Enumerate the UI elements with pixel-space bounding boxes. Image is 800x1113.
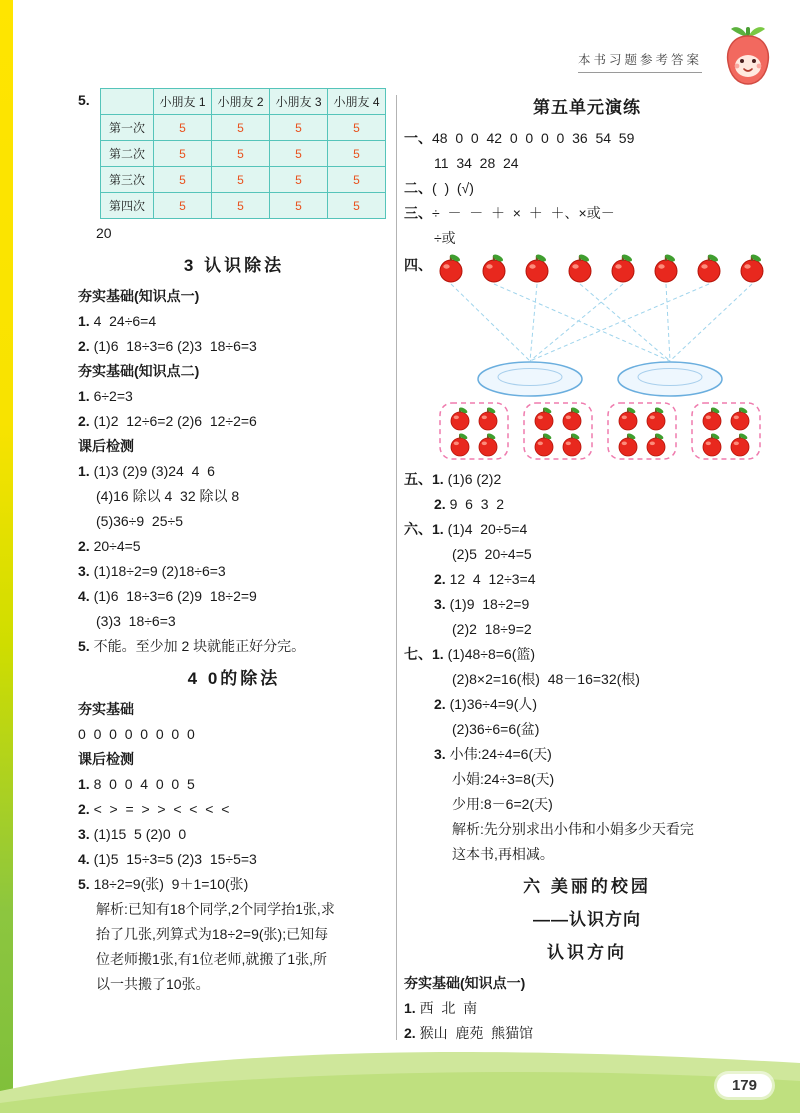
apple-group-box bbox=[440, 403, 508, 459]
section-heading: 3 认识除法 bbox=[183, 256, 285, 275]
table-value-cell: 5 bbox=[270, 141, 328, 167]
apple-icon bbox=[619, 432, 637, 456]
answer-line bbox=[78, 772, 390, 797]
answer-line bbox=[78, 409, 390, 434]
answer-text: 这本书,再相减。 bbox=[452, 846, 554, 862]
answer-text: 夯实基础(知识点一) bbox=[404, 975, 526, 991]
item-number: 2. bbox=[78, 413, 90, 429]
table-header-cell: 小朋友 2 bbox=[212, 89, 270, 115]
item-number: 1. bbox=[78, 776, 90, 792]
item-number: 3. bbox=[78, 826, 90, 842]
item-number: 3. bbox=[78, 563, 90, 579]
edge-bar bbox=[0, 0, 13, 1113]
section-heading: 认识方向 bbox=[547, 943, 627, 962]
answer-line bbox=[78, 634, 390, 659]
plate-icon bbox=[478, 362, 582, 396]
table-value-cell: 5 bbox=[212, 141, 270, 167]
answer-text: 西 北 南 bbox=[415, 1000, 478, 1016]
apple-group-box bbox=[524, 403, 592, 459]
left-column bbox=[78, 88, 390, 1046]
answer-text: 小伟:24÷4=6(天) bbox=[445, 746, 552, 762]
answer-line bbox=[78, 972, 390, 997]
answer-line bbox=[78, 922, 390, 947]
apples-row bbox=[440, 253, 763, 282]
item-number: 5. bbox=[78, 638, 90, 654]
answer-line bbox=[78, 609, 390, 634]
answer-line bbox=[404, 592, 770, 617]
table-value-cell: 5 bbox=[154, 115, 212, 141]
table-value-cell: 5 bbox=[328, 115, 386, 141]
table-value-cell: 5 bbox=[154, 193, 212, 219]
answer-text: (1)5 15÷3=5 (2)3 15÷5=3 bbox=[89, 851, 257, 867]
answer-line bbox=[404, 767, 770, 792]
answer-text: ÷或 bbox=[434, 230, 456, 246]
answer-text: 夯实基础(知识点二) bbox=[78, 363, 200, 379]
table-value-cell: 5 bbox=[212, 167, 270, 193]
item-number: 1. bbox=[78, 463, 90, 479]
item-number: 三、 bbox=[404, 205, 432, 221]
answer-line bbox=[404, 567, 770, 592]
answer-text: (1)3 (2)9 (3)24 4 6 bbox=[89, 463, 215, 479]
table-header-cell: 小朋友 3 bbox=[270, 89, 328, 115]
answer-text: 猴山 鹿苑 熊猫馆 bbox=[415, 1025, 534, 1041]
answer-text: 0 0 0 0 0 0 0 0 bbox=[78, 726, 195, 742]
answer-line bbox=[78, 509, 390, 534]
right-column bbox=[404, 88, 770, 1046]
item-number: 2. bbox=[434, 571, 446, 587]
answer-text: 6÷2=3 bbox=[89, 388, 133, 404]
answer-line bbox=[404, 151, 770, 176]
answer-line bbox=[78, 822, 390, 847]
table-header-row bbox=[101, 89, 386, 115]
answer-text: (2)8×2=16(根) 48－16=32(根) bbox=[452, 671, 640, 687]
item-number: 4. bbox=[78, 588, 90, 604]
mascot-icon bbox=[720, 24, 776, 88]
answer-text: (4)16 除以 4 32 除以 8 bbox=[96, 488, 240, 504]
answer-line bbox=[78, 897, 390, 922]
apple-icon bbox=[698, 253, 720, 282]
table-row-label: 第三次 bbox=[101, 167, 154, 193]
section-subheading: ——认识方向 bbox=[533, 910, 641, 929]
answer-line bbox=[78, 697, 390, 722]
share-lines bbox=[451, 284, 752, 361]
content-columns bbox=[78, 88, 770, 1046]
item-number: 一、 bbox=[404, 130, 432, 146]
answer-text: 夯实基础 bbox=[78, 701, 134, 717]
answer-text: 12 4 12÷3=4 bbox=[445, 571, 536, 587]
answer-line bbox=[78, 747, 390, 772]
answer-line bbox=[78, 221, 390, 246]
scores-table bbox=[100, 88, 386, 219]
answer-text: 11 34 28 24 bbox=[434, 155, 519, 171]
item-number: 2. bbox=[78, 338, 90, 354]
table-value-cell: 5 bbox=[270, 167, 328, 193]
table-header-cell: 小朋友 1 bbox=[154, 89, 212, 115]
item-number: 2. bbox=[404, 1025, 416, 1041]
apple-icon bbox=[569, 253, 591, 282]
answer-line bbox=[404, 792, 770, 817]
answer-line bbox=[404, 126, 770, 151]
apple-icon bbox=[563, 432, 581, 456]
answer-line bbox=[404, 642, 770, 667]
apple-group-box bbox=[692, 403, 760, 459]
answer-line bbox=[404, 226, 770, 251]
answer-text: ÷ － － ＋ × ＋ ＋、×或－ bbox=[432, 205, 615, 221]
answer-text: 18÷2=9(张) 9＋1=10(张) bbox=[89, 876, 249, 892]
answer-line bbox=[404, 842, 770, 867]
item-number: 2. bbox=[434, 496, 446, 512]
item-number: 二、 bbox=[404, 180, 432, 196]
answer-line bbox=[78, 384, 390, 409]
table-value-cell: 5 bbox=[328, 167, 386, 193]
answer-text: 48 0 0 42 0 0 0 0 36 54 59 bbox=[432, 130, 635, 146]
apple-icon bbox=[703, 406, 721, 430]
answer-line bbox=[78, 797, 390, 822]
answer-text: 课后检测 bbox=[78, 438, 134, 454]
answer-text: 解析:先分别求出小伟和小娟多少天看完 bbox=[452, 821, 694, 837]
table-row bbox=[101, 167, 386, 193]
table-value-cell: 5 bbox=[328, 141, 386, 167]
table-row-label: 第一次 bbox=[101, 115, 154, 141]
answer-line bbox=[78, 559, 390, 584]
item-number: 七、1. bbox=[404, 646, 444, 662]
answer-text: (1)9 18÷2=9 bbox=[445, 596, 530, 612]
item-number: 2. bbox=[78, 538, 90, 554]
table-corner-cell bbox=[101, 89, 154, 115]
answer-text: 20÷4=5 bbox=[89, 538, 141, 554]
apple-icon bbox=[655, 253, 677, 282]
answer-line bbox=[78, 584, 390, 609]
answer-line bbox=[78, 359, 390, 384]
answer-line bbox=[404, 617, 770, 642]
apple-icon bbox=[535, 432, 553, 456]
answer-text: (1)18÷2=9 (2)18÷6=3 bbox=[89, 563, 226, 579]
answer-text: (1)6 18÷3=6 (2)9 18÷2=9 bbox=[89, 588, 257, 604]
answer-text: (1)2 12÷6=2 (2)6 12÷2=6 bbox=[89, 413, 257, 429]
answer-line bbox=[404, 667, 770, 692]
answer-line bbox=[78, 872, 390, 897]
answer-text: 抬了几张,列算式为18÷2=9(张);已知每 bbox=[96, 926, 329, 942]
answer-text: (3)3 18÷6=3 bbox=[96, 613, 176, 629]
answer-text: 不能。至少加 2 块就能正好分完。 bbox=[89, 638, 306, 654]
table-value-cell: 5 bbox=[270, 193, 328, 219]
answer-text: 8 0 0 4 0 0 5 bbox=[89, 776, 195, 792]
item5-table-block bbox=[78, 88, 390, 219]
answer-line bbox=[404, 176, 770, 201]
answer-text: 以一共搬了10张。 bbox=[96, 976, 210, 992]
answer-line bbox=[78, 722, 390, 747]
answer-line bbox=[78, 434, 390, 459]
apple-icon bbox=[563, 406, 581, 430]
answer-line bbox=[78, 334, 390, 359]
apple-icon bbox=[741, 253, 763, 282]
apple-icon bbox=[612, 253, 634, 282]
answer-text: (2)5 20÷4=5 bbox=[452, 546, 532, 562]
table-row-label: 第二次 bbox=[101, 141, 154, 167]
item-number: 5. bbox=[78, 92, 90, 108]
plate-icon bbox=[618, 362, 722, 396]
answer-text: (1)36÷4=9(人) bbox=[445, 696, 538, 712]
answer-line bbox=[404, 201, 770, 226]
item-number: 5. bbox=[78, 876, 90, 892]
answer-text: 夯实基础(知识点一) bbox=[78, 288, 200, 304]
answer-text: 小娟:24÷3=8(天) bbox=[452, 771, 555, 787]
answer-line bbox=[78, 309, 390, 334]
answer-text: < > = > > < < < < bbox=[89, 801, 230, 817]
item-number: 2. bbox=[434, 696, 446, 712]
answer-text: (2)2 18÷9=2 bbox=[452, 621, 532, 637]
item-number: 六、1. bbox=[404, 521, 444, 537]
apple-icon bbox=[526, 253, 548, 282]
table-value-cell: 5 bbox=[328, 193, 386, 219]
item-number: 4. bbox=[78, 851, 90, 867]
answer-text: (1)4 20÷5=4 bbox=[443, 521, 528, 537]
answer-text: ( ) (√) bbox=[432, 180, 474, 196]
answer-text: (1)15 5 (2)0 0 bbox=[89, 826, 187, 842]
apple-division-figure-block bbox=[404, 253, 770, 463]
table-row-label: 第四次 bbox=[101, 193, 154, 219]
answer-line bbox=[78, 284, 390, 309]
section-heading: 第五单元演练 bbox=[533, 98, 641, 117]
table-row bbox=[101, 115, 386, 141]
answer-line bbox=[78, 484, 390, 509]
apple-group-box bbox=[608, 403, 676, 459]
answer-text: 少用:8－6=2(天) bbox=[452, 796, 553, 812]
table-value-cell: 5 bbox=[154, 141, 212, 167]
item-number: 3. bbox=[434, 746, 446, 762]
item-number: 1. bbox=[78, 388, 90, 404]
apple-icon bbox=[731, 432, 749, 456]
item-number: 1. bbox=[78, 313, 90, 329]
item-number: 1. bbox=[404, 1000, 416, 1016]
answer-text: 解析:已知有18个同学,2个同学抬1张,求 bbox=[96, 901, 335, 917]
answer-line bbox=[404, 517, 770, 542]
apple-icon bbox=[483, 253, 505, 282]
answer-text: 20 bbox=[96, 225, 112, 241]
answer-line bbox=[404, 742, 770, 767]
table-value-cell: 5 bbox=[154, 167, 212, 193]
answer-line bbox=[404, 467, 770, 492]
answer-line bbox=[78, 847, 390, 872]
apple-icon bbox=[440, 253, 462, 282]
section-heading: 4 0的除法 bbox=[187, 669, 281, 688]
answer-text: 9 6 3 2 bbox=[445, 496, 505, 512]
page-header-label: 本书习题参考答案 bbox=[578, 50, 702, 73]
answer-text: 位老师搬1张,有1位老师,就搬了1张,所 bbox=[96, 951, 328, 967]
answer-text: (1)48÷8=6(篮) bbox=[443, 646, 536, 662]
apple-icon bbox=[451, 406, 469, 430]
answer-text: (1)6 (2)2 bbox=[443, 471, 502, 487]
apple-icon bbox=[479, 432, 497, 456]
answer-line bbox=[404, 971, 770, 996]
answer-line bbox=[78, 534, 390, 559]
table-row bbox=[101, 193, 386, 219]
item-number: 2. bbox=[78, 801, 90, 817]
item-number: 四、 bbox=[404, 257, 432, 273]
answer-line bbox=[404, 996, 770, 1021]
answer-text: 4 24÷6=4 bbox=[89, 313, 157, 329]
answer-text: 课后检测 bbox=[78, 751, 134, 767]
page-number-badge: 179 bbox=[717, 1074, 772, 1097]
apple-division-figure bbox=[434, 253, 770, 463]
apple-icon bbox=[479, 406, 497, 430]
table-value-cell: 5 bbox=[212, 193, 270, 219]
answer-line bbox=[78, 947, 390, 972]
apple-icon bbox=[647, 406, 665, 430]
bottom-green-band bbox=[0, 1033, 800, 1113]
table-row bbox=[101, 141, 386, 167]
item-number: 五、1. bbox=[404, 471, 444, 487]
answer-line bbox=[404, 692, 770, 717]
table-header-cell: 小朋友 4 bbox=[328, 89, 386, 115]
item-number: 3. bbox=[434, 596, 446, 612]
apple-icon bbox=[647, 432, 665, 456]
answer-line bbox=[404, 717, 770, 742]
answer-line bbox=[404, 817, 770, 842]
answer-text: (2)36÷6=6(盆) bbox=[452, 721, 540, 737]
section-heading: 六 美丽的校园 bbox=[523, 877, 651, 896]
apple-icon bbox=[619, 406, 637, 430]
table-value-cell: 5 bbox=[270, 115, 328, 141]
answer-text: (1)6 18÷3=6 (2)3 18÷6=3 bbox=[89, 338, 257, 354]
answer-text: (5)36÷9 25÷5 bbox=[96, 513, 183, 529]
table-value-cell: 5 bbox=[212, 115, 270, 141]
apple-icon bbox=[703, 432, 721, 456]
answer-line bbox=[78, 459, 390, 484]
answer-line bbox=[404, 542, 770, 567]
apple-icon bbox=[535, 406, 553, 430]
apple-icon bbox=[731, 406, 749, 430]
apple-icon bbox=[451, 432, 469, 456]
answer-line bbox=[404, 492, 770, 517]
